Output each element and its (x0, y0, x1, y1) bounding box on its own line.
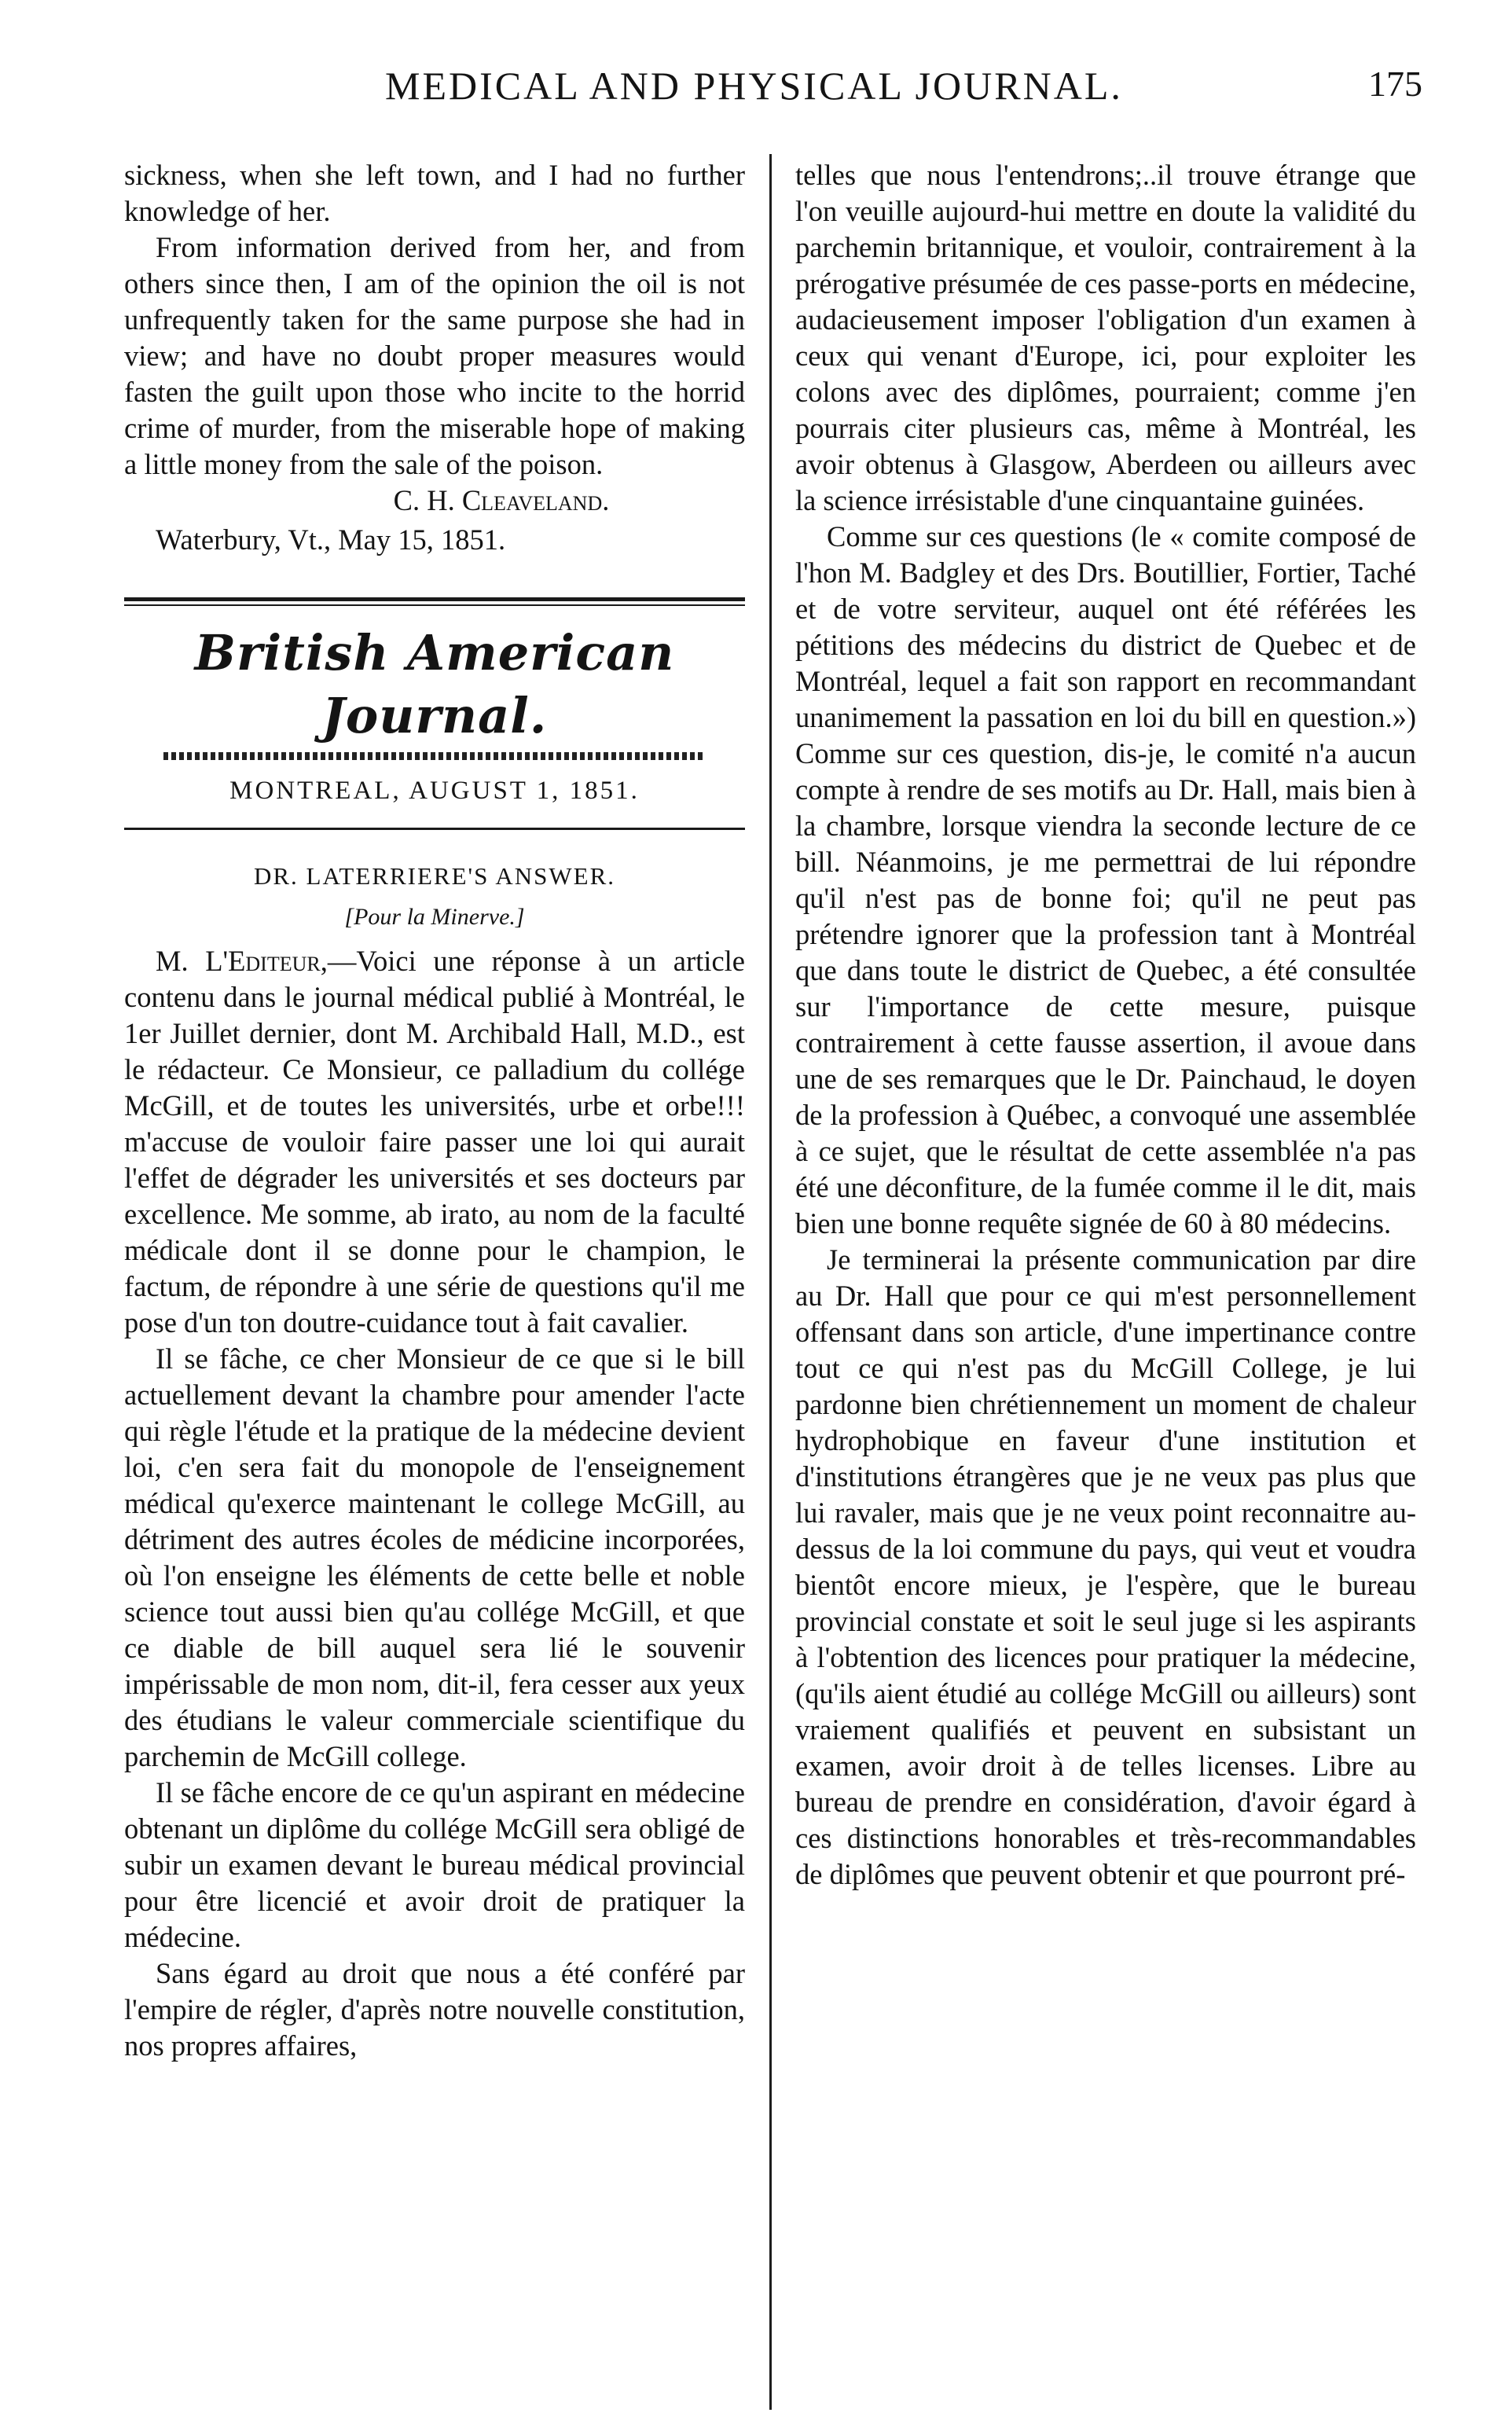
dateline: MONTREAL, AUGUST 1, 1851. (229, 777, 640, 805)
letter-paragraph: From information derived from her, and from others since then, I am of the opinion the oil is not unfrequently taken for the same purpose she had in view; and have no doubt proper measures would fasten the guilt upon those who incite to the horrid crime of murder, from the miserable hope of making a little money from the sale of the poison. (124, 231, 745, 480)
article-paragraph: Il se fâche, ce cher Monsieur de ce que si le bill actuellement devant la chambre pour amender l'acte qui règle l'étude et la pratique de la médecine devient loi, c'en sera fait du monopole de l'enseignement médical qu'exerce maintenant le college McGill, au détriment des autres écoles de médicine incorporées, où l'on enseigne les éléments de cette belle et noble science tout aussi bien qu'au collége McGill, et que ce diable de bill auquel sera lié le souvenir impérissable de mon nom, dit-il, fera cesser aux yeux des étudians le valeur commerciale scientifique du parchemin de McGill college. (124, 1342, 745, 1772)
running-title: MEDICAL AND PHYSICAL JOURNAL. (385, 64, 1123, 108)
section-rule (124, 597, 745, 601)
running-head (134, 63, 1422, 126)
article-paragraph (124, 943, 745, 1341)
page-number: 175 (1368, 64, 1422, 104)
section-rule (124, 828, 745, 830)
column-divider (769, 154, 772, 2410)
article-paragraph: Sans égard au droit que nous a été conféré par l'empire de régler, d'après notre nouvelle constitution, nos propres affaires, (124, 1957, 745, 2062)
journal-masthead: British American Journal. (194, 624, 675, 744)
left-column (124, 157, 745, 2064)
section-rule (124, 604, 745, 606)
ornamental-rule (163, 752, 706, 760)
article-paragraph: Comme sur ces questions (le « comite composé de l'hon M. Badgley et des Drs. Boutillier, Fortier, Taché et de votre serviteur, auquel ont été référées les pétitions des médecins du district de Quebec et de Montréal, lequel a fait son rapport en recommandant unanimement la passation en loi du bill en question.») Comme sur ces question, dis-je, le comité n'a aucun compte à rendre de ses motifs au Dr. Hall, mais bien à la chambre, lorsque viendra la seconde lecture de ce bill. Néanmoins, je me permettrai de lui répondre qu'il n'est pas de bonne foi; qu'il ne peut pas prétendre ignorer que la profession tant à Montréal que dans toute le district de Quebec, a été consultée sur l'importance de cette mesure, puisque contrairement à cette fausse assertion, il avoue dans une de ses remarques que le Dr. Painchaud, le doyen de la profession à Québec, a convoqué une assemblée à ce sujet, que le résultat de cette assemblée n'a pas été une déconfiture, de la fumée comme il le dit, mais bien une bonne requête signée de 60 à 80 médecins. (795, 520, 1416, 1239)
article-paragraph: Je terminerai la présente communication par dire au Dr. Hall que pour ce qui m'est personnellement offensant dans son article, d'une impertinance contre tout ce qui n'est pas du McGill College, je lui pardonne bien chrétiennement un moment de chaleur hydrophobique en faveur d'une institution et d'institutions étrangères que je ne veux pas plus que lui ravaler, mais que je ne veux point reconnaitre au-dessus de la loi commune du pays, qui veut et voudra bientôt encore mieux, je l'espère, que le bureau provincial constate et soit le seul juge si les aspirants à l'obtention des licences pour pratiquer la médecine, (qu'ils aient étudié au collége McGill ou ailleurs) sont vraiement qualifiés et peuvent en subsistant un examen, avoir droit à de telles licenses. Libre au bureau de prendre en considération, d'avoir égard à ces distinctions honorables et très-recommandables de diplômes que peuvent obtenir et que pourront pré- (795, 1243, 1416, 1890)
article-source: [Pour la Minerve.] (344, 904, 525, 930)
right-column (795, 157, 1416, 1893)
article-title: DR. LATERRIERE'S ANSWER. (253, 862, 616, 890)
letter-place-date: Waterbury, Vt., May 15, 1851. (156, 523, 506, 556)
letter-signature: C. H. Cleaveland. (393, 484, 610, 516)
paragraph-text: —Voici une réponse à un article contenu dans le journal médical publié à Montréal, le 1er Juillet dernier, dont M. Archibald Hall, M.D., est le rédacteur. Ce Monsieur, ce palladium du collége McGill, et de toutes les universités, urbe et orbe!!! m'accuse de vouloir faire passer une loi qui aurait l'effet de dégrader les universités et ses docteurs par excellence. Me somme, ab irato, au nom de la faculté médicale dont il se donne pour le champion, le factum, de répondre à une série de questions qu'il me pose d'un ton doutre-cuidance tout à fait cavalier. (124, 945, 745, 1339)
article-paragraph: telles que nous l'entendrons;..il trouve étrange que l'on veuille aujourd-hui mettre en doute la validité du parchemin britannique, et vouloir, contrairement à la prérogative présumée de ces passe-ports en médecine, audacieusement imposer l'obligation d'un examen à ceux qui venant d'Europe, ici, pour exploiter les colons avec des diplômes, pourraient; comme j'en pourrais citer plusieurs cas, même à Montréal, les avoir obtenus à Glasgow, Aberdeen ou ailleurs avec la science irrésistable d'une cinquantaine guinées. (795, 159, 1416, 516)
article-paragraph: Il se fâche encore de ce qu'un aspirant en médecine obtenant un diplôme du collége McGill sera obligé de subir un examen devant le bureau médical provincial pour être licencié et avoir droit de pratiquer la médecine. (124, 1776, 745, 1953)
letter-paragraph: sickness, when she left town, and I had no further knowledge of her. (124, 159, 745, 227)
salutation: M. L'Editeur, (156, 945, 328, 977)
